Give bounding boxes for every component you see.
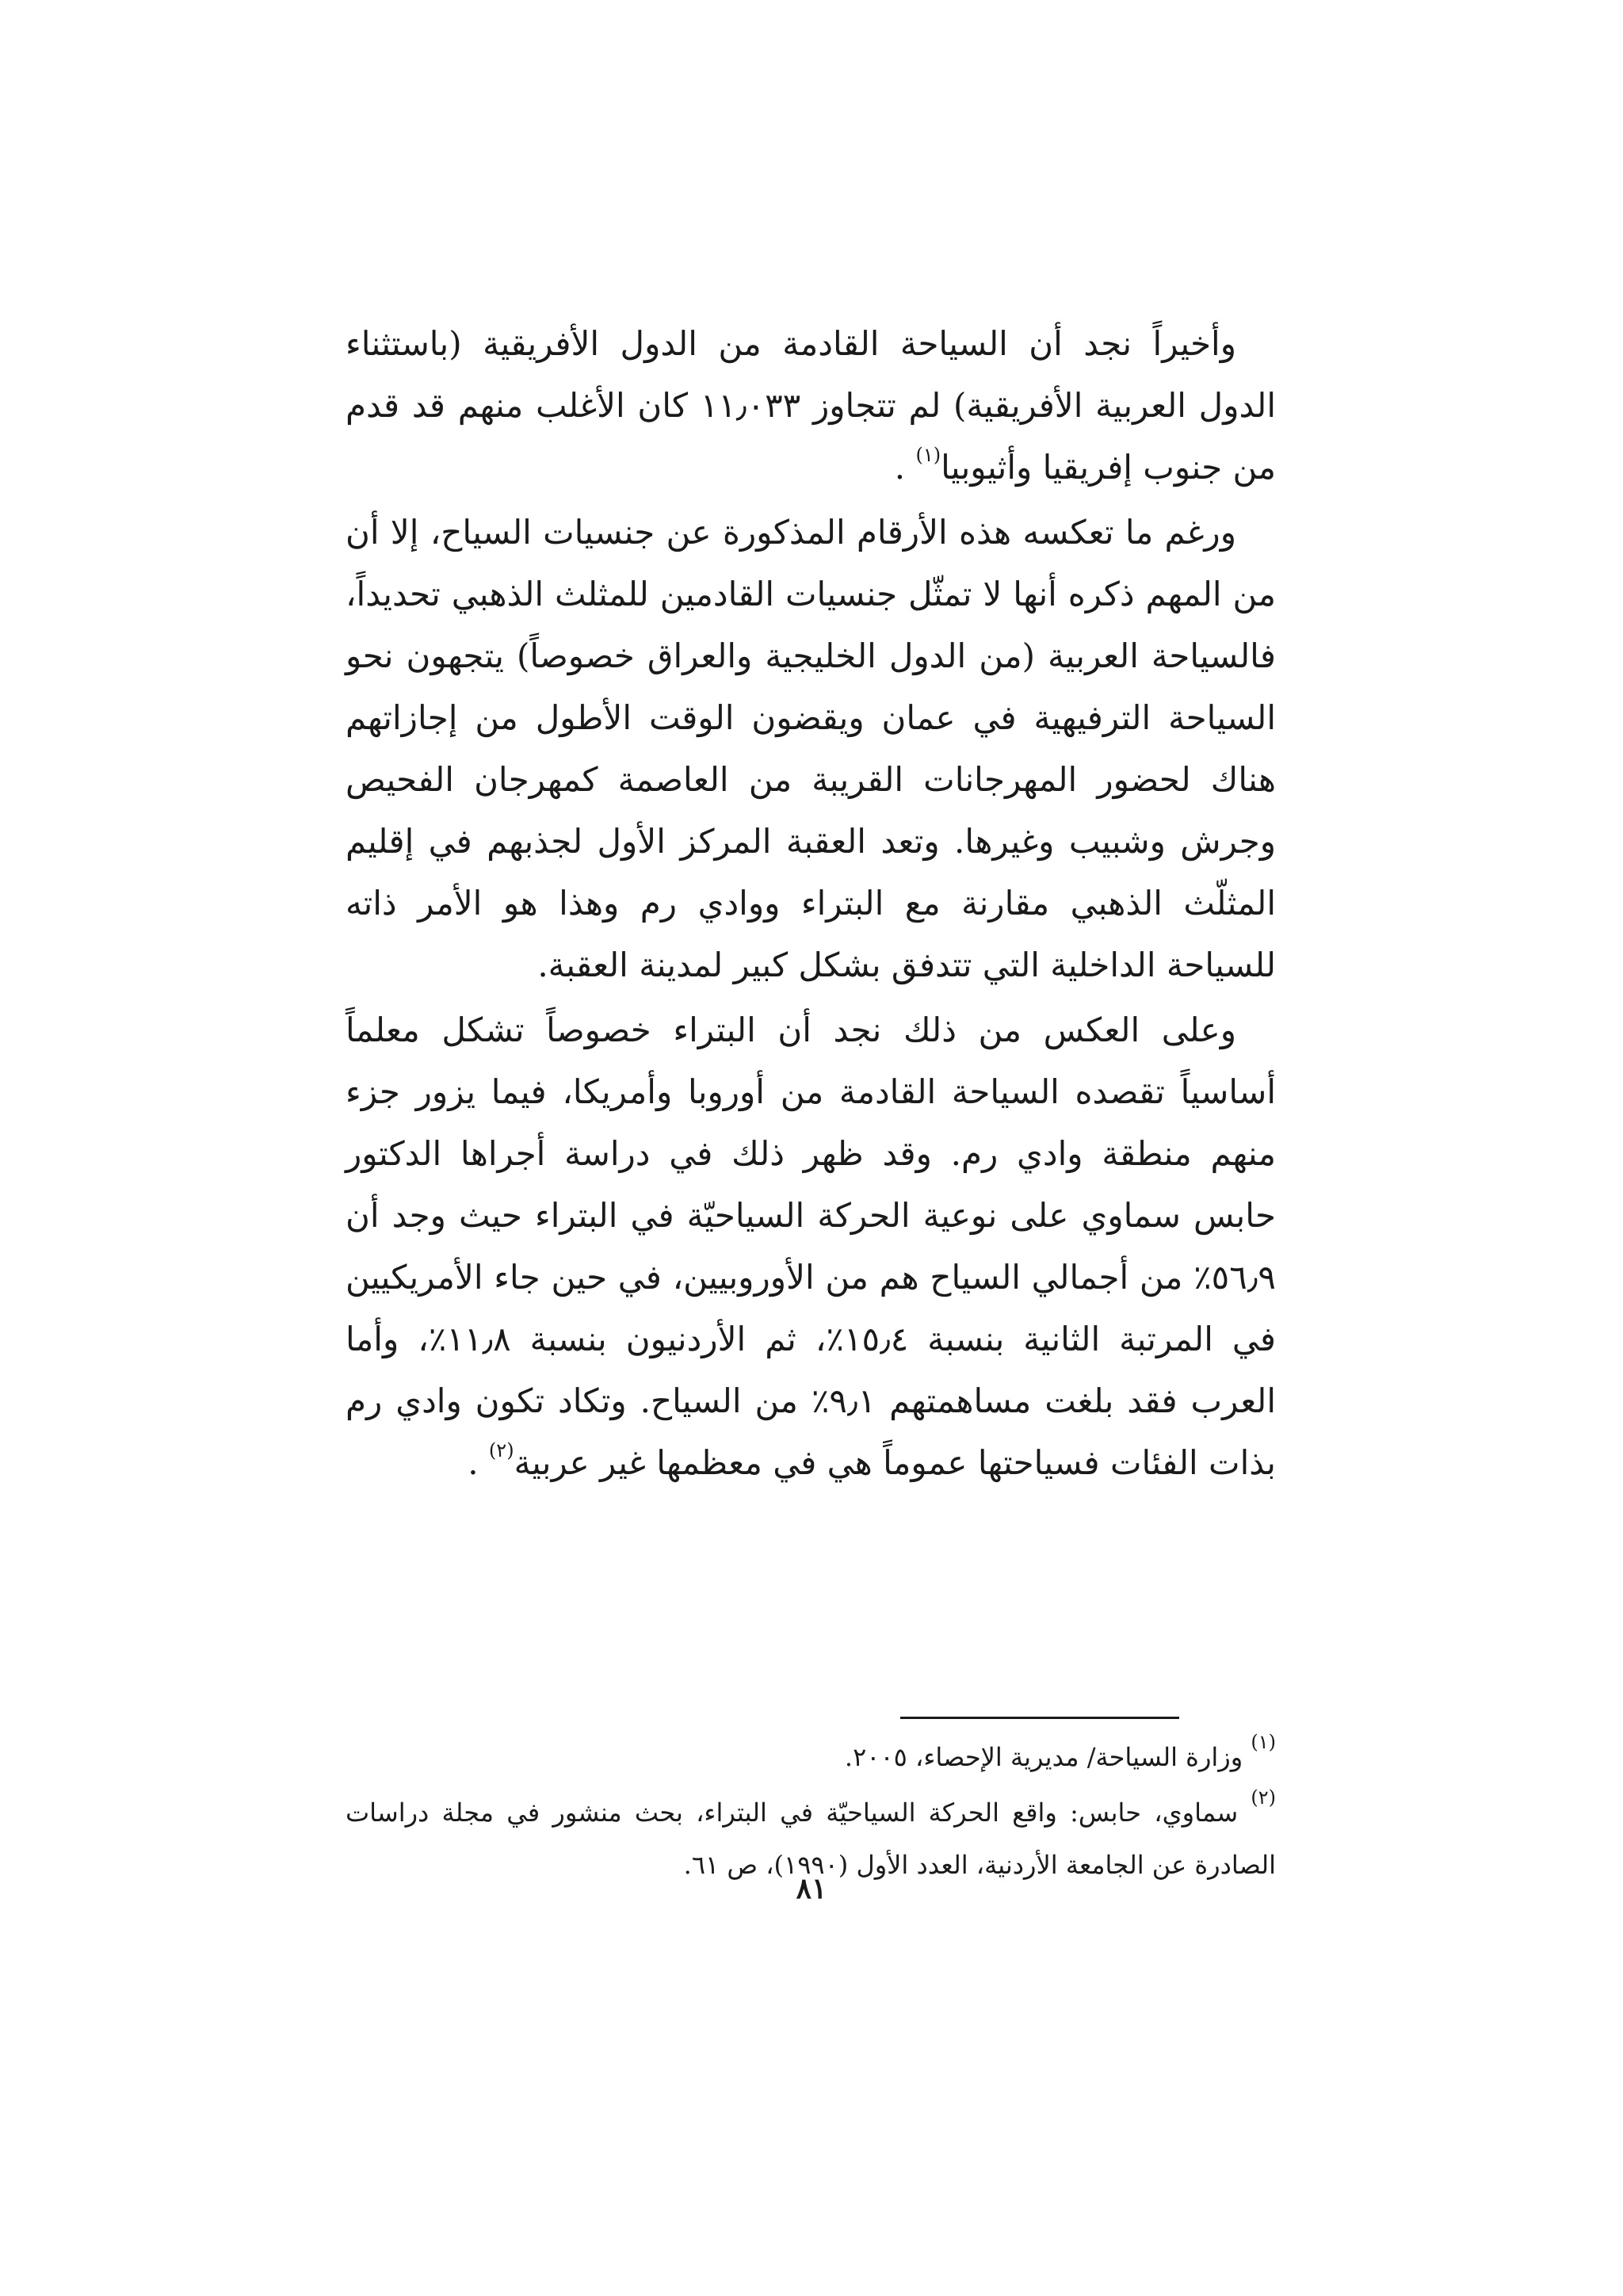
sentence-end-1: . bbox=[894, 448, 906, 487]
footnote-2-mark: (٢) bbox=[1251, 1786, 1277, 1809]
footnote-2-text: سماوي، حابس: واقع الحركة السياحيّة في البتراء، بحث منشور في مجلة دراسات الصادرة عن الجامعة الأردنية، العدد الأول (١٩٩٠)، ص ٦١. bbox=[346, 1797, 1276, 1880]
paragraph-3 bbox=[346, 999, 1276, 1494]
body-text bbox=[346, 313, 1276, 1497]
paragraph-2: ورغم ما تعكسه هذه الأرقام المذكورة عن جنسيات السياح، إلا أن من المهم ذكره أنها لا تمثّل جنسيات القادمين للمثلث الذهبي تحديداً، فالسياحة العربية (من الدول الخليجية والعراق خصوصاً) يتجهون نحو السياحة الترفيهية في عمان ويقضون الوقت الأطول من إجازاتهم هناك لحضور المهرجانات القريبة من العاصمة كمهرجان الفحيص وجرش وشبيب وغيرها. وتعد العقبة المركز الأول لجذبهم في إقليم المثلّث الذهبي مقارنة مع البتراء ووادي رم وهذا هو الأمر ذاته للسياحة الداخلية التي تتدفق بشكل كبير لمدينة العقبة. bbox=[346, 513, 1276, 984]
footnote-1-mark: (١) bbox=[1251, 1731, 1276, 1753]
footnote-separator bbox=[900, 1717, 1179, 1719]
footnote-1-text: وزارة السياحة/ مديرية الإحصاء، ٢٠٠٥. bbox=[844, 1742, 1243, 1772]
paragraph-1-text: وأخيراً نجد أن السياحة القادمة من الدول الأفريقية (باستثناء الدول العربية الأفريقية) لم تتجاوز ١١٫٠٣٣ كان الأغلب منهم قد قدم من جنوب إفريقيا وأثيوبيا bbox=[346, 324, 1276, 487]
footnote-ref-1: (١) bbox=[915, 444, 941, 466]
paragraph-1 bbox=[346, 313, 1276, 499]
footnote-ref-2: (٢) bbox=[488, 1439, 514, 1461]
footnote-1 bbox=[346, 1731, 1276, 1783]
page-number: ٨١ bbox=[796, 1872, 827, 1905]
footnotes bbox=[346, 1731, 1276, 1894]
sentence-end-2: . bbox=[468, 1443, 479, 1482]
paragraph-3-text: وعلى العكس من ذلك نجد أن البتراء خصوصاً تشكل معلماً أساسياً تقصده السياحة القادمة من أوروبا وأمريكا، فيما يزور جزء منهم منطقة وادي رم. وقد ظهر ذلك في دراسة أجراها الدكتور حابس سماوي على نوعية الحركة السياحيّة في البتراء حيث وجد أن ٥٦٫٩٪ من أجمالي السياح هم من الأوروبيين، في حين جاء الأمريكيين في المرتبة الثانية بنسبة ١٥٫٤٪، ثم الأردنيون بنسبة ١١٫٨٪، وأما العرب فقد بلغت مساهمتهم ٩٫١٪ من السياح. وتكاد تكون وادي رم بذات الفئات فسياحتها عموماً هي في معظمها غير عربية bbox=[346, 1010, 1276, 1482]
